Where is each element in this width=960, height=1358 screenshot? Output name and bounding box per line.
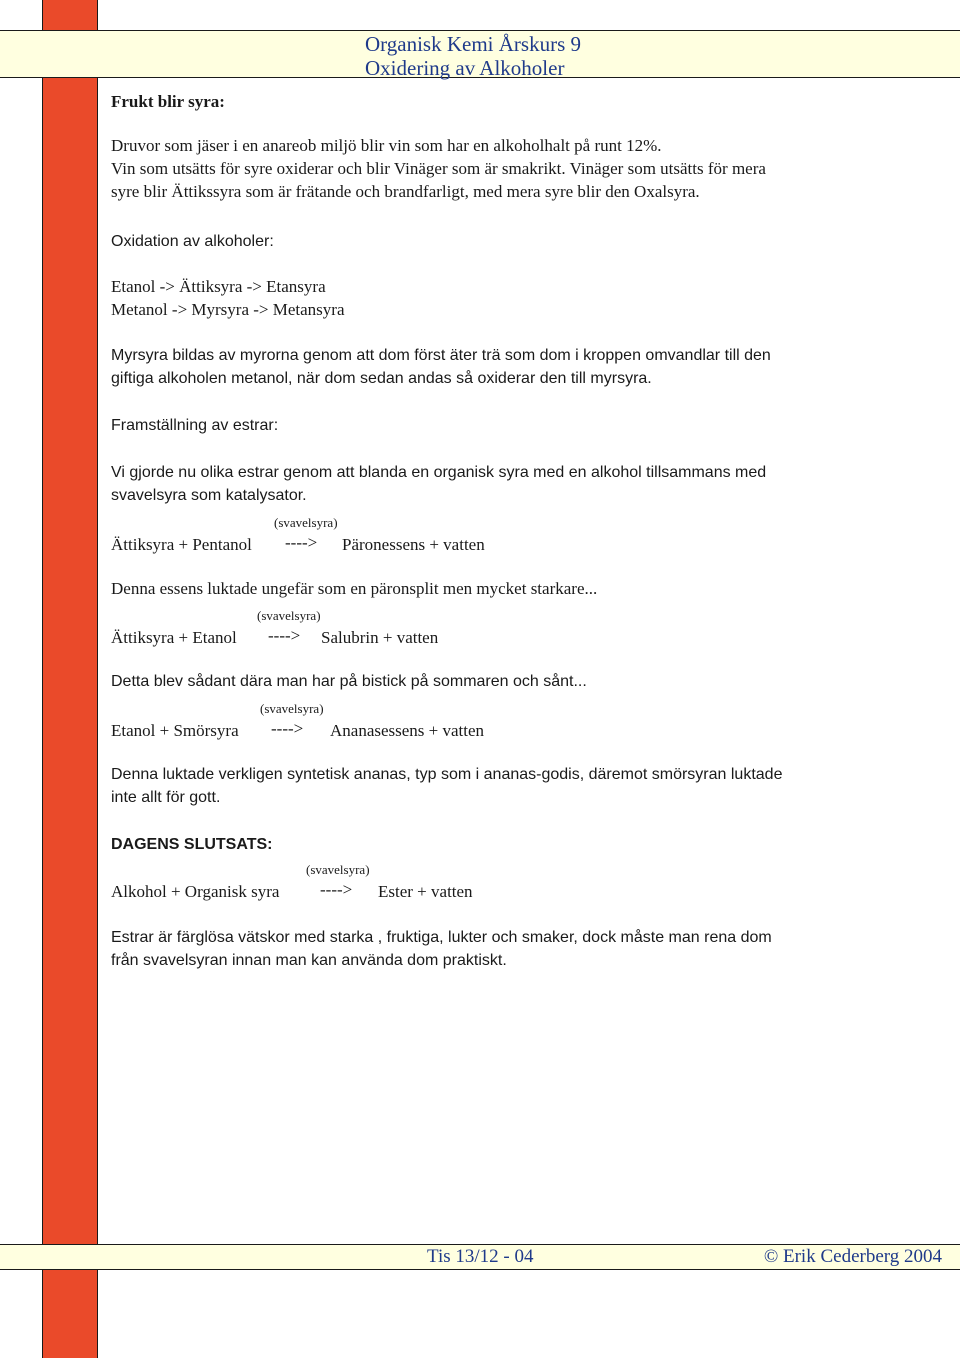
reaction-catalyst: (svavelsyra) xyxy=(257,608,321,623)
reaction-reactants: Etanol + Smörsyra xyxy=(111,721,239,740)
paragraph-line: syre blir Ättikssyra som är frätande och brandfarligt, med mera syre blir den Oxalsyra. xyxy=(111,182,700,201)
paragraph-line: svavelsyra som katalysator. xyxy=(111,487,307,504)
reaction-arrow: ----> xyxy=(268,626,301,645)
reaction-reactants: Ättiksyra + Etanol xyxy=(111,628,237,647)
reaction-catalyst: (svavelsyra) xyxy=(260,701,324,716)
reaction-catalyst: (svavelsyra) xyxy=(306,862,370,877)
reaction-products: Päronessens + vatten xyxy=(342,535,485,554)
reaction-arrow: ----> xyxy=(285,533,318,552)
reaction-note: inte allt för gott. xyxy=(111,789,221,806)
paragraph-line: Druvor som jäser i en anareob miljö blir vin som har en alkoholhalt på runt 12%. xyxy=(111,136,662,155)
reaction-catalyst: (svavelsyra) xyxy=(274,515,338,530)
paragraph-line: Vin som utsätts för syre oxiderar och blir Vinäger som är smakrikt. Vinäger som utsätts för mera xyxy=(111,159,766,178)
chain-line: Etanol -> Ättiksyra -> Etansyra xyxy=(111,277,326,296)
paragraph-line: från svavelsyran innan man kan använda dom praktiskt. xyxy=(111,952,507,969)
section-heading-estrar: Framställning av estrar: xyxy=(111,417,279,434)
reaction-note: Denna essens luktade ungefär som en päronsplit men mycket starkare... xyxy=(111,579,598,598)
chain-line: Metanol -> Myrsyra -> Metansyra xyxy=(111,300,345,319)
reaction-arrow: ----> xyxy=(320,880,353,899)
side-stripe xyxy=(42,0,98,1358)
paragraph-line: Estrar är färglösa vätskor med starka , fruktiga, lukter och smaker, dock måste man rena dom xyxy=(111,929,772,946)
conclusion-reaction xyxy=(111,862,811,902)
reaction-products: Salubrin + vatten xyxy=(321,628,439,647)
section-heading-slutsats: DAGENS SLUTSATS: xyxy=(111,836,273,853)
reaction-note: Denna luktade verkligen syntetisk ananas, typ som i ananas-godis, däremot smörsyran luktade xyxy=(111,766,783,783)
reaction-note: Detta blev sådant dära man har på bistick på sommaren och sånt... xyxy=(111,673,587,690)
reaction-reactants: Alkohol + Organisk syra xyxy=(111,882,280,901)
footer-copyright: © Erik Cederberg 2004 xyxy=(763,1246,942,1267)
page-title xyxy=(365,32,581,80)
reaction-equation xyxy=(111,701,811,741)
reaction-arrow: ----> xyxy=(271,719,304,738)
reaction-equation xyxy=(111,608,811,648)
paragraph-line: Vi gjorde nu olika estrar genom att blanda en organisk syra med en alkohol tillsammans med xyxy=(111,464,767,481)
footer-date: Tis 13/12 - 04 xyxy=(427,1246,534,1267)
reaction-products: Ananasessens + vatten xyxy=(330,721,485,740)
section-heading-frukt: Frukt blir syra: xyxy=(111,92,225,111)
page-title-line1: Organisk Kemi Årskurs 9 xyxy=(365,32,582,56)
paragraph-line: giftiga alkoholen metanol, när dom sedan andas så oxiderar den till myrsyra. xyxy=(111,370,652,387)
paragraph-line: Myrsyra bildas av myrorna genom att dom först äter trä som dom i kroppen omvandlar till den xyxy=(111,347,771,364)
reaction-equation xyxy=(111,515,811,555)
section-heading-oxidation: Oxidation av alkoholer: xyxy=(111,233,274,250)
reaction-products: Ester + vatten xyxy=(378,882,473,901)
reaction-reactants: Ättiksyra + Pentanol xyxy=(111,535,252,554)
page-title-line2: Oxidering av Alkoholer xyxy=(365,56,565,80)
